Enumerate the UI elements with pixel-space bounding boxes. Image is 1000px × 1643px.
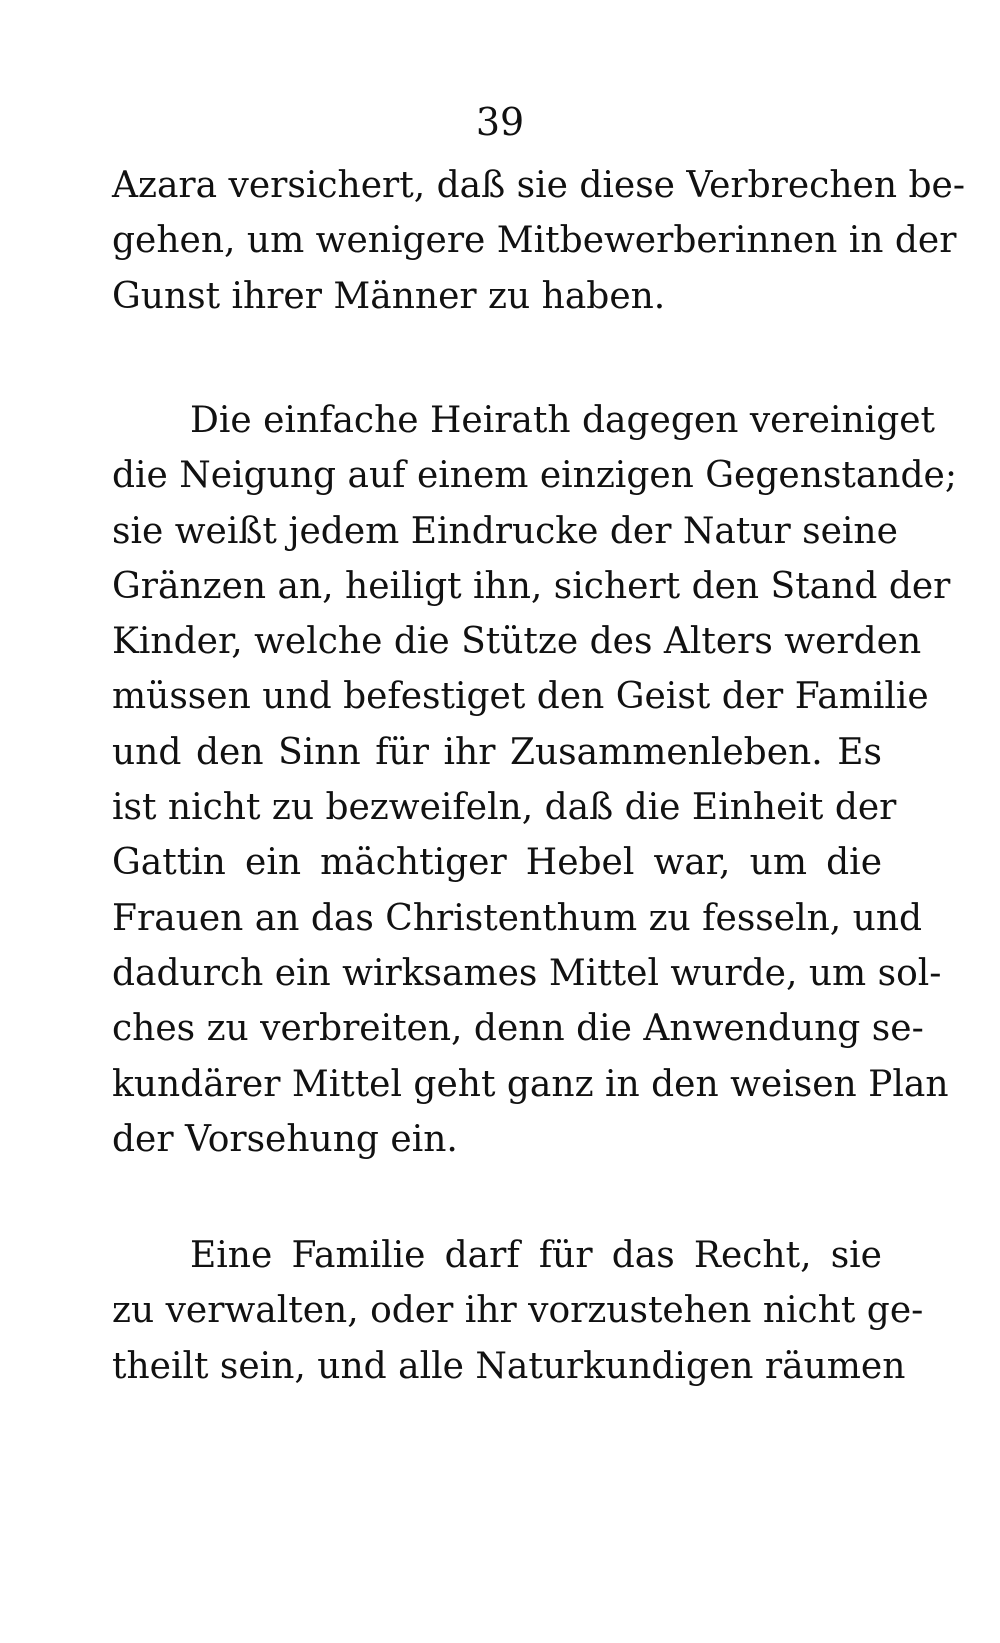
text-line: kundärer Mittel geht ganz in den weisen Plan — [112, 1063, 949, 1105]
text-line: Frauen an das Christenthum zu fesseln, und — [112, 897, 923, 939]
page-number: 39 — [475, 100, 525, 144]
text-line: theilt sein, und alle Naturkundigen räumen — [112, 1345, 906, 1387]
paragraph-2 — [112, 393, 957, 1167]
text-line: dadurch ein wirksames Mittel wurde, um sol- — [112, 952, 942, 994]
text-line: gehen, um wenigere Mitbewerberinnen in der — [112, 220, 957, 262]
text-line: der Vorsehung ein. — [112, 1118, 458, 1160]
text-line: Azara versichert, daß sie diese Verbrechen be- — [112, 165, 965, 206]
text-line: Gränzen an, heiligt ihn, sichert den Stand der — [112, 565, 951, 607]
text-line: sie weißt jedem Eindrucke der Natur seine — [112, 510, 898, 552]
text-line: und den Sinn für ihr Zusammenleben. Es — [112, 731, 882, 773]
paragraph-3 — [112, 1228, 924, 1394]
text-line: Die einfache Heirath dagegen vereiniget — [190, 400, 936, 441]
text-line: ches zu verbreiten, denn die Anwendung se- — [112, 1008, 924, 1050]
text-line: müssen und befestiget den Geist der Familie — [112, 676, 929, 718]
text-line: zu verwalten, oder ihr vorzustehen nicht ge- — [112, 1290, 924, 1332]
text-line: Kinder, welche die Stütze des Alters werden — [112, 621, 922, 663]
text-line: ist nicht zu bezweifeln, daß die Einheit der — [112, 787, 897, 829]
text-line: Gunst ihrer Männer zu haben. — [112, 275, 666, 317]
text-line: Eine Familie darf für das Recht, sie — [190, 1235, 882, 1276]
text-line: die Neigung auf einem einzigen Gegenstande; — [112, 455, 957, 497]
paragraph-1 — [112, 158, 965, 324]
text-line: Gattin ein mächtiger Hebel war, um die — [112, 842, 882, 884]
